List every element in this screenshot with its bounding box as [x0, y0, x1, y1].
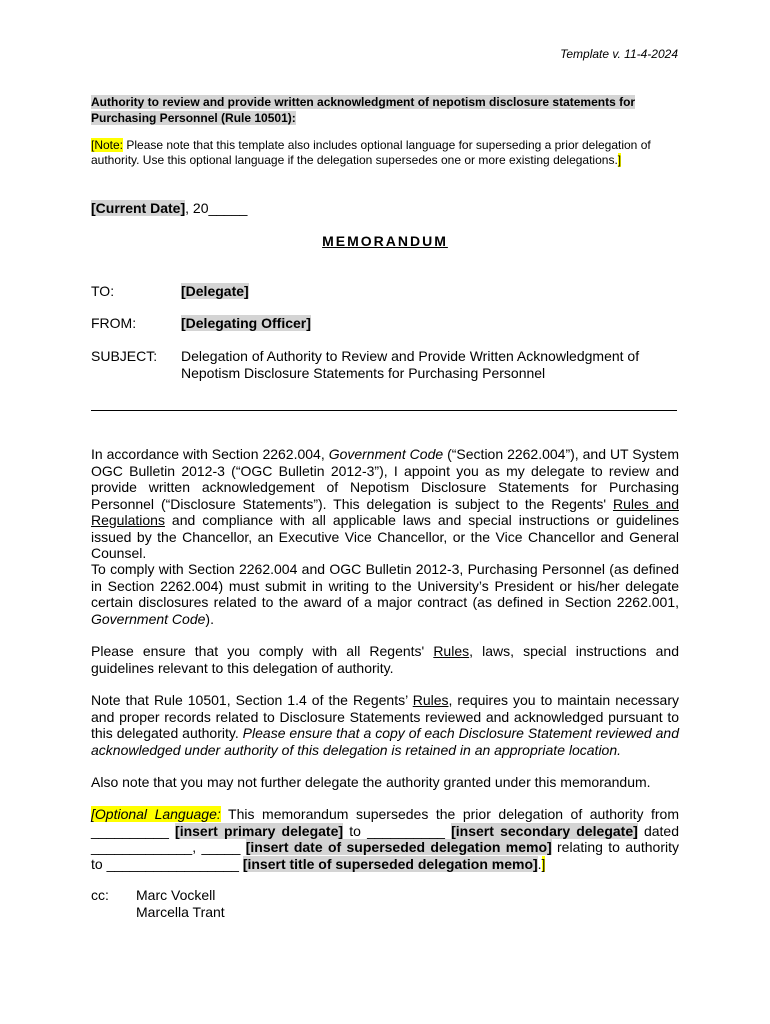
p1-underline: Rules and Regulations	[91, 495, 680, 528]
cc-label: cc:	[91, 887, 109, 903]
primary-delegate-placeholder: [insert primary delegate]	[175, 822, 344, 839]
paragraph-2	[91, 561, 679, 627]
divider-line	[91, 410, 677, 411]
subject-label: SUBJECT:	[91, 348, 158, 364]
cc-names	[136, 887, 336, 921]
p1-italic: Government Code	[328, 446, 444, 462]
cc-name: Marcella Trant	[136, 904, 225, 920]
paragraph-1	[91, 446, 679, 562]
p4-text-c: , requires you to maintain necessary and proper records related to Disclosure Statements reviewed and acknowledged pursuant to this delegated authority.	[91, 692, 680, 741]
p6-text-g: relating to authority to _________________	[91, 839, 679, 872]
p3-underline: Rules	[433, 643, 470, 659]
note-close: ]	[617, 153, 622, 167]
secondary-delegate-placeholder: [insert secondary delegate]	[451, 822, 638, 839]
memo-date-placeholder: [insert date of superseded delegation memo]	[245, 839, 552, 855]
p1-text-c: (“Section 2262.004”), and UT System OGC Bulletin 2012-3 (“OGC Bulletin 2012-3”), I appoint you as my delegate to review and provide written acknowledgement of Nepotism Disclosure Statements for Purchasing Personnel (“Disclosure Statements”). This delegation is subject to the Regents'	[91, 446, 679, 512]
paragraph-4	[91, 692, 679, 758]
memo-title: MEMORANDUM	[322, 233, 448, 249]
p3-text-a: Please ensure that you comply with all Regents'	[91, 643, 434, 659]
to-value-text: [Delegate]	[181, 283, 249, 299]
note-text: Please note that this template also includes optional language for superseding a prior delegation of authority. Use this optional language if the delegation supersedes one or more existing delegations.	[91, 138, 651, 167]
p6-text-e: dated _____________, _____	[91, 822, 679, 855]
to-value	[181, 283, 651, 300]
paragraph-6-optional	[91, 806, 679, 872]
p2-text-c: ).	[205, 610, 214, 627]
optional-close-bracket: ]	[541, 855, 546, 872]
p1-text-a: In accordance with Section 2262.004,	[91, 446, 329, 462]
header-title-text: Authority to review and provide written acknowledgment of nepotism disclosure statements for Purchasing Personnel (Rule 10501):	[91, 95, 636, 125]
p2-italic: Government Code	[91, 610, 206, 627]
p1-text-e: and compliance with all applicable laws and special instructions or guidelines issued by the Chancellor, an Executive Vice Chancellor, or the Vice Chancellor and General Counsel.	[91, 512, 679, 561]
from-value	[181, 315, 651, 332]
from-label: FROM:	[91, 315, 137, 331]
date-line	[91, 200, 247, 216]
current-date-placeholder: [Current Date]	[91, 200, 186, 216]
note-label: [Note:	[91, 138, 124, 152]
p6-text-i: .	[537, 855, 542, 872]
p4-text-a: Note that Rule 10501, Section 1.4 of the Regents’	[91, 692, 413, 708]
p4-italic: Please ensure that a copy of each Disclosure Statement reviewed and acknowledged under authority of this delegation is retained in an appropriate location.	[91, 725, 679, 758]
template-version: Template v. 11-4-2024	[560, 47, 678, 61]
subject-value: Delegation of Authority to Review and Provide Written Acknowledgment of Nepotism Disclosure Statements for Purchasing Personnel	[181, 348, 640, 381]
date-year: , 20_____	[185, 200, 248, 216]
paragraph-3	[91, 643, 679, 676]
header-title	[91, 94, 681, 126]
optional-language-label: [Optional Language:	[91, 806, 221, 822]
p6-text-c: to __________	[343, 822, 452, 839]
paragraph-5: Also note that you may not further delegate the authority granted under this memorandum.	[91, 774, 651, 790]
p4-underline: Rules	[412, 692, 449, 708]
from-value-text: [Delegating Officer]	[181, 315, 311, 331]
p2-text-a: To comply with Section 2262.004 and OGC Bulletin 2012-3, Purchasing Personnel (as defined in Section 2262.004) must submit in writing to the University’s President or his/her delegate certain disclosures related to the award of a major contract (as defined in Section 2262.001,	[91, 561, 679, 610]
note-block	[91, 138, 681, 168]
cc-name: Marc Vockell	[136, 887, 216, 903]
p3-text-c: , laws, special instructions and guidelines relevant to this delegation of authority.	[91, 643, 679, 676]
to-label: TO:	[91, 283, 115, 299]
p6-text-a: This memorandum supersedes the prior delegation of authority from __________	[91, 806, 680, 839]
memo-title-placeholder: [insert title of superseded delegation memo]	[242, 855, 538, 872]
